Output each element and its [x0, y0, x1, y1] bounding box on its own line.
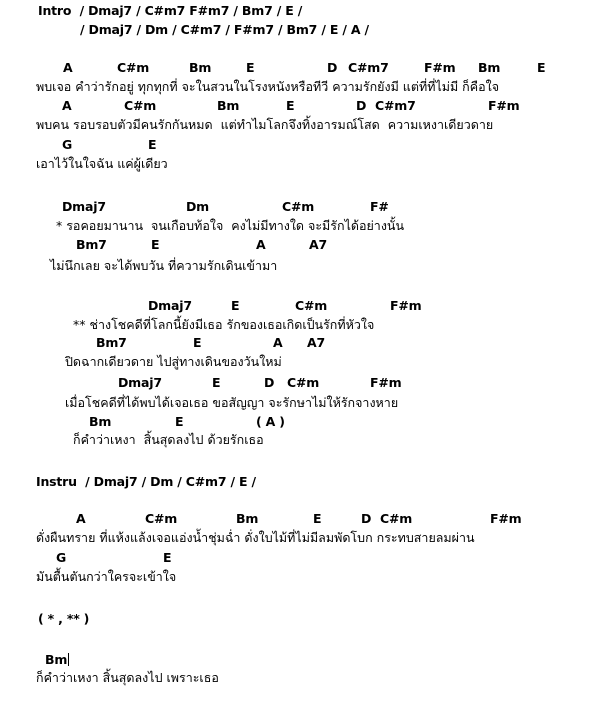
chord: E	[175, 414, 184, 429]
chord: A	[256, 237, 266, 252]
chord: Bm7	[96, 335, 127, 350]
chord: C#m	[282, 199, 315, 214]
chord: G	[62, 137, 73, 152]
lyric-line: ก็คำว่าเหงา สิ้นสุดลงไป เพราะเธอ	[36, 670, 219, 685]
chord: Dmaj7	[148, 298, 192, 313]
chord: Bm	[236, 511, 259, 526]
chord: E	[231, 298, 240, 313]
chord: A	[273, 335, 283, 350]
chord: Bm	[217, 98, 240, 113]
text-cursor	[68, 653, 69, 666]
chord: A	[62, 98, 72, 113]
lyric-line: เอาไว้ในใจฉัน แค่ผู้เดียว	[36, 156, 168, 171]
lyric-line: พบเจอ คำว่ารักอยู่ ทุกทุกที่ จะในสวนในโรงหนังหรือทีวี ความรักยังมี แต่ที่ที่ไม่มี ก็คือใจ	[36, 79, 500, 94]
lyric-line: ก็คำว่าเหงา สิ้นสุดลงไป ด้วยรักเธอ	[73, 432, 264, 447]
repeat-marker: ( * , ** )	[38, 611, 90, 626]
chord: C#m7	[375, 98, 416, 113]
chord: Dm	[186, 199, 210, 214]
intro-line-1: Intro / Dmaj7 / C#m7 F#m7 / Bm7 / E /	[38, 3, 303, 18]
instru-line: Instru / Dmaj7 / Dm / C#m7 / E /	[36, 474, 256, 489]
chord: Bm7	[76, 237, 107, 252]
chord: Bm	[89, 414, 112, 429]
lyric-line: ไม่นึกเลย จะได้พบวัน ที่ความรักเดินเข้ามา	[50, 258, 278, 273]
chord: F#m	[370, 375, 402, 390]
chord: C#m	[380, 511, 413, 526]
lyric-line: ปิดฉากเดียวดาย ไปสู่ทางเดินของวันใหม่	[65, 354, 282, 369]
intro-line-2: / Dmaj7 / Dm / C#m7 / F#m7 / Bm7 / E / A /	[80, 22, 369, 37]
chord: C#m	[145, 511, 178, 526]
chord: D	[327, 60, 338, 75]
ending-chord-line	[45, 653, 69, 667]
chord: Dmaj7	[62, 199, 106, 214]
chord: A7	[309, 237, 327, 252]
chord: C#m	[287, 375, 320, 390]
chord: Bm	[45, 652, 68, 667]
chord: E	[537, 60, 546, 75]
chord: F#m	[488, 98, 520, 113]
chord: C#m7	[348, 60, 389, 75]
chord: Bm	[189, 60, 212, 75]
chord: E	[163, 550, 172, 565]
chord: E	[193, 335, 202, 350]
chord: F#m	[390, 298, 422, 313]
lyric-line: ** ช่างโชคดีที่โลกนี้ยังมีเธอ รักของเธอเกิดเป็นรักที่หัวใจ	[73, 317, 375, 332]
chord: C#m	[295, 298, 328, 313]
chord: D	[264, 375, 275, 390]
chord: F#	[370, 199, 389, 214]
lyric-line: มันตื้นตันกว่าใครจะเข้าใจ	[36, 569, 177, 584]
chord: Bm	[478, 60, 501, 75]
chord: E	[313, 511, 322, 526]
chord: E	[151, 237, 160, 252]
chord: A	[76, 511, 86, 526]
chord: D	[361, 511, 372, 526]
chord: F#m	[490, 511, 522, 526]
chord: C#m	[117, 60, 150, 75]
chord: ( A )	[256, 414, 285, 429]
lyric-line: เมื่อโชคดีที่ได้พบได้เจอเธอ ขอสัญญา จะรักษาไม่ให้รักจางหาย	[65, 395, 399, 410]
chord: E	[212, 375, 221, 390]
chord: G	[56, 550, 67, 565]
chord: A7	[307, 335, 325, 350]
lyric-line: * รอคอยมานาน จนเกือบท้อใจ คงไม่มีทางใด จะมีรักได้อย่างนั้น	[56, 218, 405, 233]
chord: E	[286, 98, 295, 113]
chord: C#m	[124, 98, 157, 113]
chord: D	[356, 98, 367, 113]
chord: A	[63, 60, 73, 75]
lyric-line: ดั่งผืนทราย ที่แห้งแล้งเจอแอ่งน้ำชุ่มฉ่ำ ดั่งใบไม้ที่ไม่มีลมพัดโบก กระทบสายลมผ่าน	[36, 530, 475, 545]
chord: E	[246, 60, 255, 75]
lyric-line: พบคน รอบรอบตัวมีคนรักกันหมด แต่ทำไมโลกจึงทิ้งอารมณ์โสด ความเหงาเดียวดาย	[36, 117, 494, 132]
chord: F#m	[424, 60, 456, 75]
chord: Dmaj7	[118, 375, 162, 390]
chord: E	[148, 137, 157, 152]
